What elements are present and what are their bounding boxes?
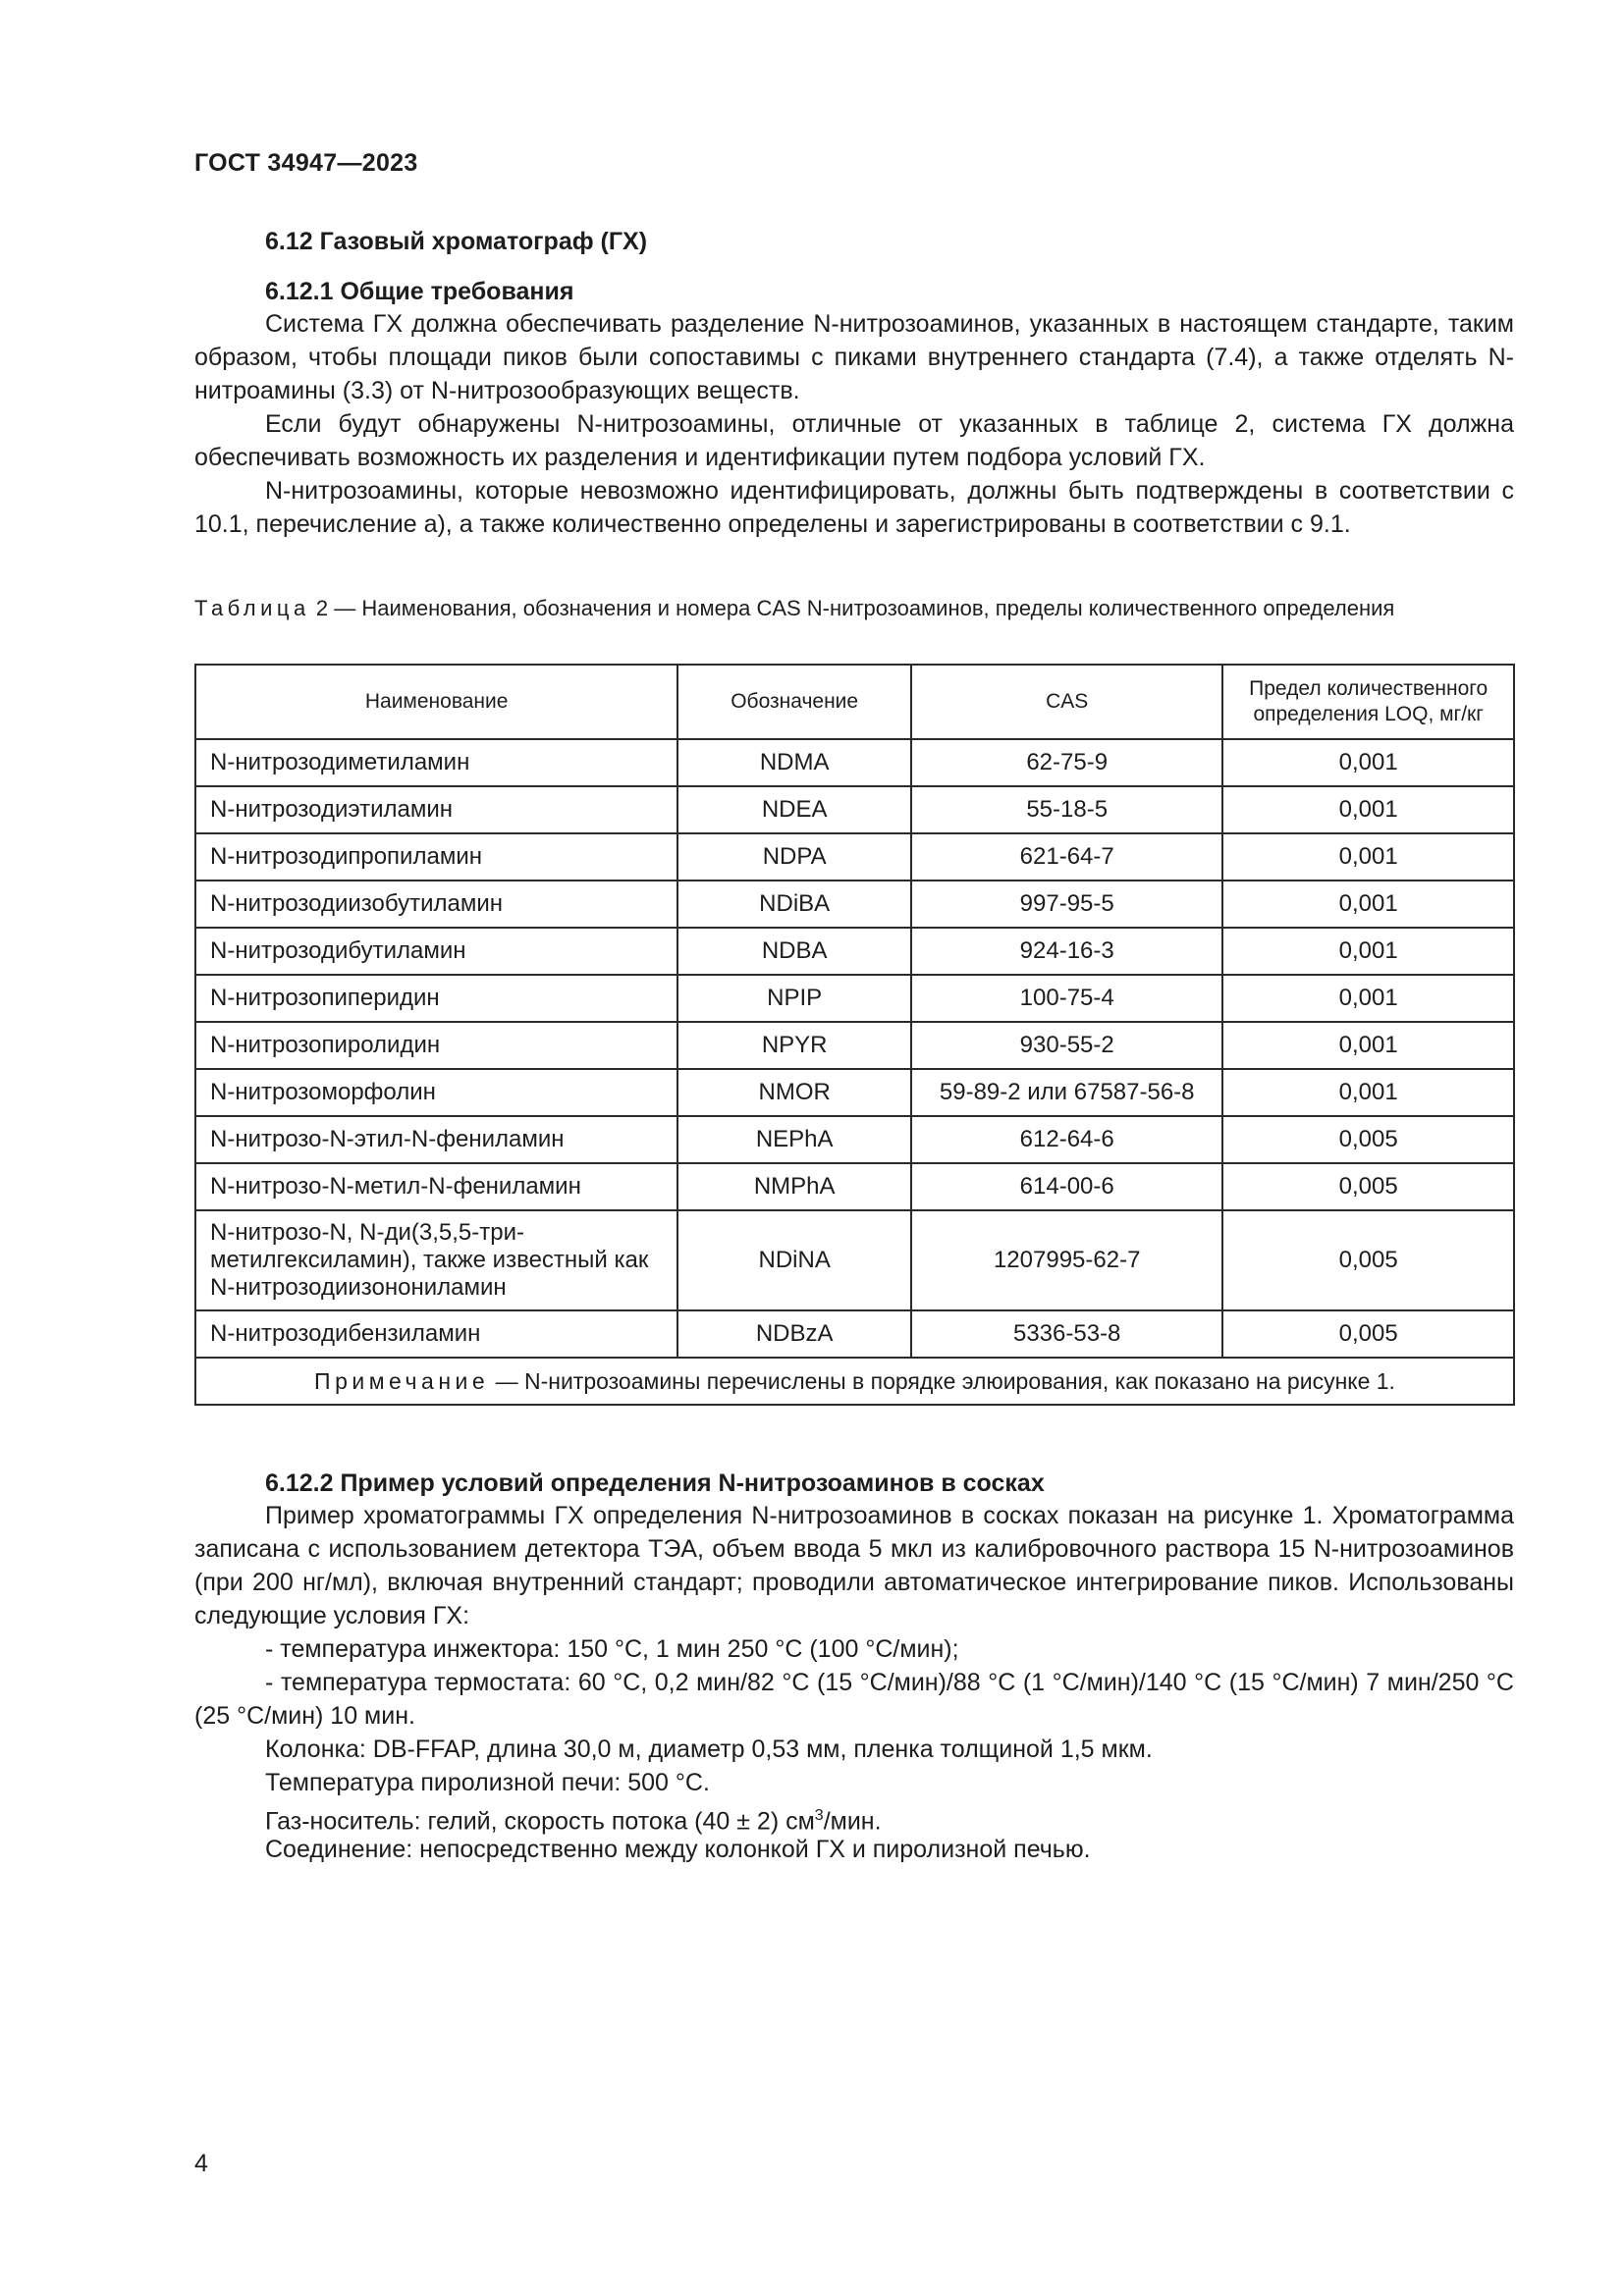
cell-cas: 5336-53-8 <box>911 1310 1222 1358</box>
table-row <box>195 833 1514 881</box>
nitrosamines-table <box>194 664 1515 1406</box>
table-row <box>195 1310 1514 1358</box>
condition-connection: Соединение: непосредственно между колонкой ГХ и пиролизной печью. <box>265 1836 1091 1863</box>
cell-cas: 55-18-5 <box>911 786 1222 833</box>
paragraph-3: N-нитрозоамины, которые невозможно идентифицировать, должны быть подтверждены в соответствии с 10.1, перечисление а), а также количественно определены и зарегистрированы в соответствии с 9.1. <box>194 477 1514 538</box>
table-row <box>195 1163 1514 1210</box>
document-header: ГОСТ 34947—2023 <box>194 149 418 177</box>
cell-loq: 0,001 <box>1222 1069 1514 1116</box>
section-6-12-2-heading: 6.12.2 Пример условий определения N-нитрозоаминов в сосках <box>265 1469 1045 1497</box>
table-row <box>195 928 1514 975</box>
cell-cas: 924-16-3 <box>911 928 1222 975</box>
cell-cas: 930-55-2 <box>911 1022 1222 1069</box>
cell-code: NDEA <box>677 786 911 833</box>
table-note-text: — N-нитрозоамины перечислены в порядке элюирования, как показано на рисунке 1. <box>489 1367 1395 1394</box>
cell-loq: 0,001 <box>1222 881 1514 928</box>
cell-loq: 0,005 <box>1222 1116 1514 1163</box>
cell-cas: 100-75-4 <box>911 975 1222 1022</box>
condition-oven: - температура термостата: 60 °С, 0,2 мин/82 °С (15 °С/мин)/88 °С (1 °С/мин)/140 °С (15 °С/мин) 7 мин/250 °С (25 °С/мин) 10 мин. <box>194 1669 1514 1730</box>
cell-name: N-нитрозодиизобутиламин <box>195 881 677 928</box>
cell-cas: 614-00-6 <box>911 1163 1222 1210</box>
cell-cas: 621-64-7 <box>911 833 1222 881</box>
cell-cas: 997-95-5 <box>911 881 1222 928</box>
section-6-12-heading: 6.12 Газовый хроматограф (ГХ) <box>265 228 648 255</box>
cell-code: NDPA <box>677 833 911 881</box>
column-header-code: Обозначение <box>677 665 911 739</box>
cell-name: N-нитрозодипропиламин <box>195 833 677 881</box>
cell-code: NDiBA <box>677 881 911 928</box>
cell-cas: 59-89-2 или 67587-56-8 <box>911 1069 1222 1116</box>
table-row <box>195 786 1514 833</box>
condition-injector: - температура инжектора: 150 °С, 1 мин 250 °С (100 °С/мин); <box>265 1635 959 1663</box>
cell-code: NDMA <box>677 739 911 786</box>
cell-loq: 0,001 <box>1222 786 1514 833</box>
table-row <box>195 1022 1514 1069</box>
cell-name: N-нитрозодибензиламин <box>195 1310 677 1358</box>
cell-code: NMPhA <box>677 1163 911 1210</box>
cell-loq: 0,001 <box>1222 739 1514 786</box>
column-header-cas: CAS <box>911 665 1222 739</box>
cell-name: N-нитрозодиэтиламин <box>195 786 677 833</box>
table-header-row <box>195 665 1514 739</box>
table-caption <box>194 595 1514 621</box>
carrier-gas-text: Газ-носитель: гелий, скорость потока (40 ± 2) см <box>265 1807 815 1836</box>
cell-loq: 0,001 <box>1222 928 1514 975</box>
cell-loq: 0,005 <box>1222 1210 1514 1310</box>
cell-loq: 0,001 <box>1222 1022 1514 1069</box>
cell-code: NDiNA <box>677 1210 911 1310</box>
cell-code: NPIP <box>677 975 911 1022</box>
cell-name: N-нитрозодиметиламин <box>195 739 677 786</box>
table-row <box>195 1069 1514 1116</box>
table-row <box>195 1210 1514 1310</box>
section-6-12-1-heading: 6.12.1 Общие требования <box>265 278 574 305</box>
paragraph-1: Система ГХ должна обеспечивать разделение N-нитрозоаминов, указанных в настоящем стандарте, таким образом, чтобы площади пиков были сопоставимы с пиками внутреннего стандарта (7.4), а также отделять N-нитроамины (3.3) от N-нитрозообразующих веществ. <box>194 310 1514 404</box>
column-header-loq: Предел количественного определения LOQ, мг/кг <box>1222 665 1514 739</box>
carrier-gas-superscript: 3 <box>814 1807 824 1824</box>
cell-name: N-нитрозодибутиламин <box>195 928 677 975</box>
condition-pyrolysis-temp: Температура пиролизной печи: 500 °С. <box>265 1769 710 1796</box>
cell-name: N-нитрозо-N, N-ди(3,5,5-три-метилгексиламин), также известный как N-нитрозодиизонониламин <box>195 1210 677 1310</box>
table-note-label: Примечание <box>314 1367 490 1394</box>
condition-column: Колонка: DB-FFAP, длина 30,0 м, диаметр 0,53 мм, пленка толщиной 1,5 мкм. <box>265 1735 1153 1763</box>
table-caption-label: Таблица <box>194 596 310 620</box>
cell-cas: 612-64-6 <box>911 1116 1222 1163</box>
cell-code: NMOR <box>677 1069 911 1116</box>
table-note-row <box>195 1358 1514 1405</box>
page-number: 4 <box>194 2150 208 2177</box>
cell-loq: 0,005 <box>1222 1310 1514 1358</box>
table-row <box>195 975 1514 1022</box>
cell-name: N-нитрозо-N-метил-N-фениламин <box>195 1163 677 1210</box>
cell-code: NEPhA <box>677 1116 911 1163</box>
cell-loq: 0,001 <box>1222 975 1514 1022</box>
cell-cas: 1207995-62-7 <box>911 1210 1222 1310</box>
cell-loq: 0,005 <box>1222 1163 1514 1210</box>
cell-loq: 0,001 <box>1222 833 1514 881</box>
cell-code: NDBA <box>677 928 911 975</box>
cell-code: NDBzA <box>677 1310 911 1358</box>
table-row <box>195 881 1514 928</box>
paragraph-2: Если будут обнаружены N-нитрозоамины, отличные от указанных в таблице 2, система ГХ должна обеспечивать возможность их разделения и идентификации путем подбора условий ГХ. <box>194 410 1514 471</box>
cell-code: NPYR <box>677 1022 911 1069</box>
column-header-name: Наименование <box>195 665 677 739</box>
table-row <box>195 739 1514 786</box>
cell-name: N-нитрозо-N-этил-N-фениламин <box>195 1116 677 1163</box>
table-note <box>195 1358 1514 1405</box>
cell-cas: 62-75-9 <box>911 739 1222 786</box>
cell-name: N-нитрозоморфолин <box>195 1069 677 1116</box>
section-6-12-2-intro: Пример хроматограммы ГХ определения N-нитрозоаминов в сосках показан на рисунке 1. Хроматограмма записана с использованием детектора ТЭА, объем ввода 5 мкл из калибровочного раствора 15 N-нитрозоаминов (при 200 нг/мл), включая внутренний стандарт; проводили автоматическое интегрирование пиков. Использованы следующие условия ГХ: <box>194 1502 1514 1629</box>
carrier-gas-unit: /мин. <box>823 1807 882 1836</box>
table-caption-text: 2 — Наименования, обозначения и номера CAS N-нитрозоаминов, пределы количественного определения <box>309 596 1395 620</box>
table-row <box>195 1116 1514 1163</box>
cell-name: N-нитрозопиролидин <box>195 1022 677 1069</box>
cell-name: N-нитрозопиперидин <box>195 975 677 1022</box>
